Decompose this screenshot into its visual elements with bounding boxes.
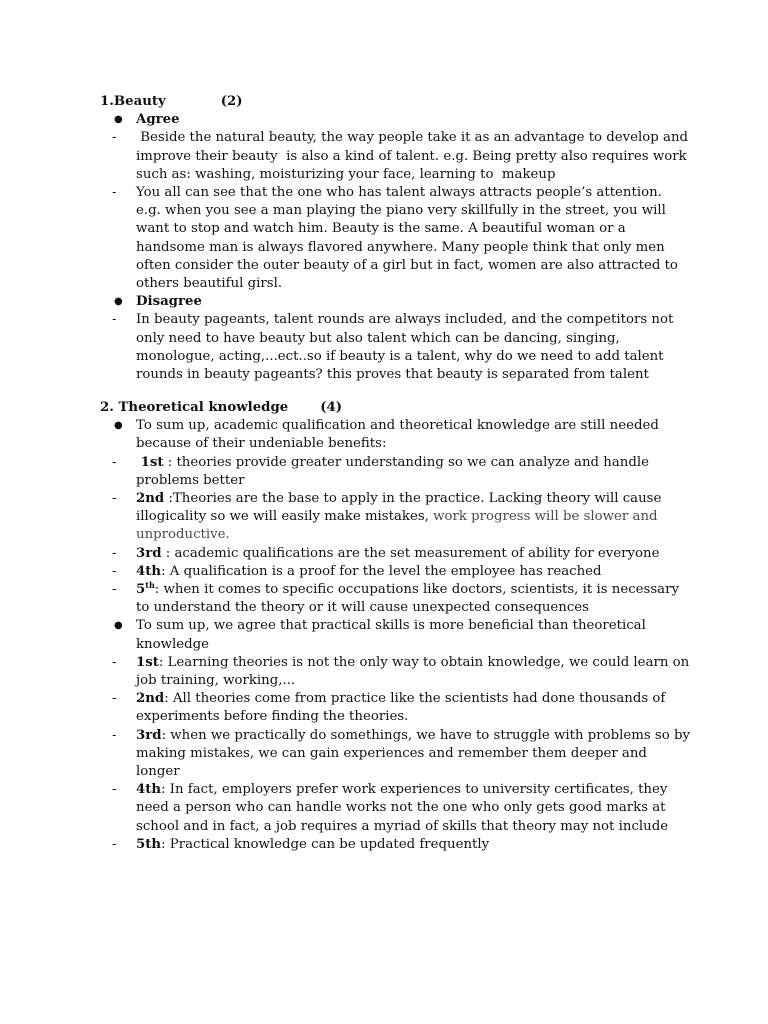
section-title: 1.Beauty (100, 94, 166, 109)
item-label: 5th (136, 836, 162, 852)
item-label: 2nd (136, 691, 165, 707)
list-item-text: : academic qualifications are the set measurement of ability for everyone (161, 545, 660, 561)
item-label: 4th (136, 782, 162, 798)
section-points: (2) (220, 94, 243, 109)
dash-marker: - (112, 563, 117, 579)
list-item (100, 490, 690, 545)
list-item (100, 563, 690, 581)
item-label: 4th (136, 563, 162, 579)
list-item (100, 654, 690, 690)
section-title: 2. Theoretical knowledge (100, 400, 289, 415)
list-item (100, 311, 690, 384)
list-item-text: : Learning theories is not the only way to obtain knowledge, we could learn on job training, working,... (136, 654, 690, 689)
list-item-text-grey: work progress will be slower and unproductive. (136, 509, 658, 543)
dash-marker: - (112, 130, 117, 146)
item-label-superscript: th (145, 580, 155, 591)
item-label: 2nd (136, 491, 165, 506)
list-item (100, 690, 690, 726)
dash-marker: - (112, 836, 117, 852)
section-heading (100, 399, 690, 417)
list-item (100, 545, 690, 563)
list-item (100, 617, 690, 653)
dash-marker: - (112, 727, 117, 743)
list-item (100, 581, 690, 617)
dash-marker: - (112, 782, 117, 798)
list-item (100, 454, 690, 490)
list-item-text: : A qualification is a proof for the level the employee has reached (161, 563, 602, 579)
section-beauty (100, 93, 693, 384)
item-label: 3rd (136, 727, 162, 743)
list-item-text: You all can see that the one who has talent always attracts people’s attention. e.g. when you see a man playing the piano very skillfully in the street, you will want to stop and watch him. Beauty is the same. A beautiful woman or a handsome man is always flavored anywhere. Many people think that only men often consider the outer beauty of a girl but in fact, women are also attracted to others beautiful girsl. (136, 185, 678, 292)
bullet-marker: ● (114, 114, 123, 126)
dash-marker: - (112, 582, 117, 598)
list-item (100, 293, 690, 311)
list-item-text: :Theories are the base to apply in the practice. Lacking theory will cause illogicality so we will easily make mistakes, (136, 491, 662, 525)
dash-marker: - (112, 312, 117, 328)
dash-marker: - (112, 491, 117, 506)
list-item (100, 781, 690, 836)
dash-marker: - (112, 185, 117, 200)
list-item-text: In beauty pageants, talent rounds are always included, and the competitors not only need to have beauty but also talent which can be dancing, singing, monologue, acting,...ect..so if beauty is a talent, why do we need to add talent rounds in beauty pageants? this proves that beauty is separated from talent (136, 312, 674, 383)
list-item-text: Beside the natural beauty, the way people take it as an advantage to develop and improve their beauty is also a kind of talent. e.g. Being pretty also requires work such as: washing, moisturizing your face, learning to makeup (136, 130, 693, 182)
list-item (100, 836, 690, 854)
item-label: 1st (136, 454, 164, 470)
list-item-text: : In fact, employers prefer work experiences to university certificates, they need a person who can handle works not the one who only gets good marks at school and in fact, a job requires a myriad of skills that theory may not include (136, 782, 669, 834)
list-item (100, 129, 693, 184)
list-item (100, 417, 690, 453)
bullet-marker: ● (114, 420, 123, 432)
list-item-text: : Practical knowledge can be updated frequently (161, 836, 490, 852)
item-label: 3rd (136, 545, 162, 561)
dash-marker: - (112, 691, 117, 707)
list-item (100, 727, 690, 782)
list-item (100, 184, 690, 293)
list-item-text: To sum up, academic qualification and theoretical knowledge are still needed because of their undeniable benefits: (136, 418, 659, 452)
list-item-text: To sum up, we agree that practical skills is more beneficial than theoretical knowledge (136, 618, 646, 652)
dash-marker: - (112, 454, 117, 470)
list-item-text: : All theories come from practice like the scientists had done thousands of experiments before finding the theories. (136, 691, 666, 725)
item-label: 5 (136, 582, 146, 598)
bullet-marker: ● (114, 620, 123, 632)
agree-label: Agree (136, 112, 180, 128)
section-points: (4) (320, 400, 343, 415)
list-item-text: : when it comes to specific occupations like doctors, scientists, it is necessary to understand the theory or it will cause unexpected consequences (136, 582, 679, 616)
bullet-marker: ● (114, 296, 123, 308)
dash-marker: - (112, 545, 117, 561)
list-item-text: : when we practically do somethings, we have to struggle with problems so by making mistakes, we can gain experiences and remember them deeper and longer (136, 727, 690, 780)
disagree-label: Disagree (136, 294, 202, 310)
section-theoretical-knowledge (100, 399, 690, 854)
dash-marker: - (112, 654, 117, 670)
list-item (100, 111, 690, 129)
item-label: 1st (136, 654, 159, 670)
list-item-text: : theories provide greater understanding so we can analyze and handle problems better (136, 454, 649, 488)
section-heading (100, 93, 690, 111)
